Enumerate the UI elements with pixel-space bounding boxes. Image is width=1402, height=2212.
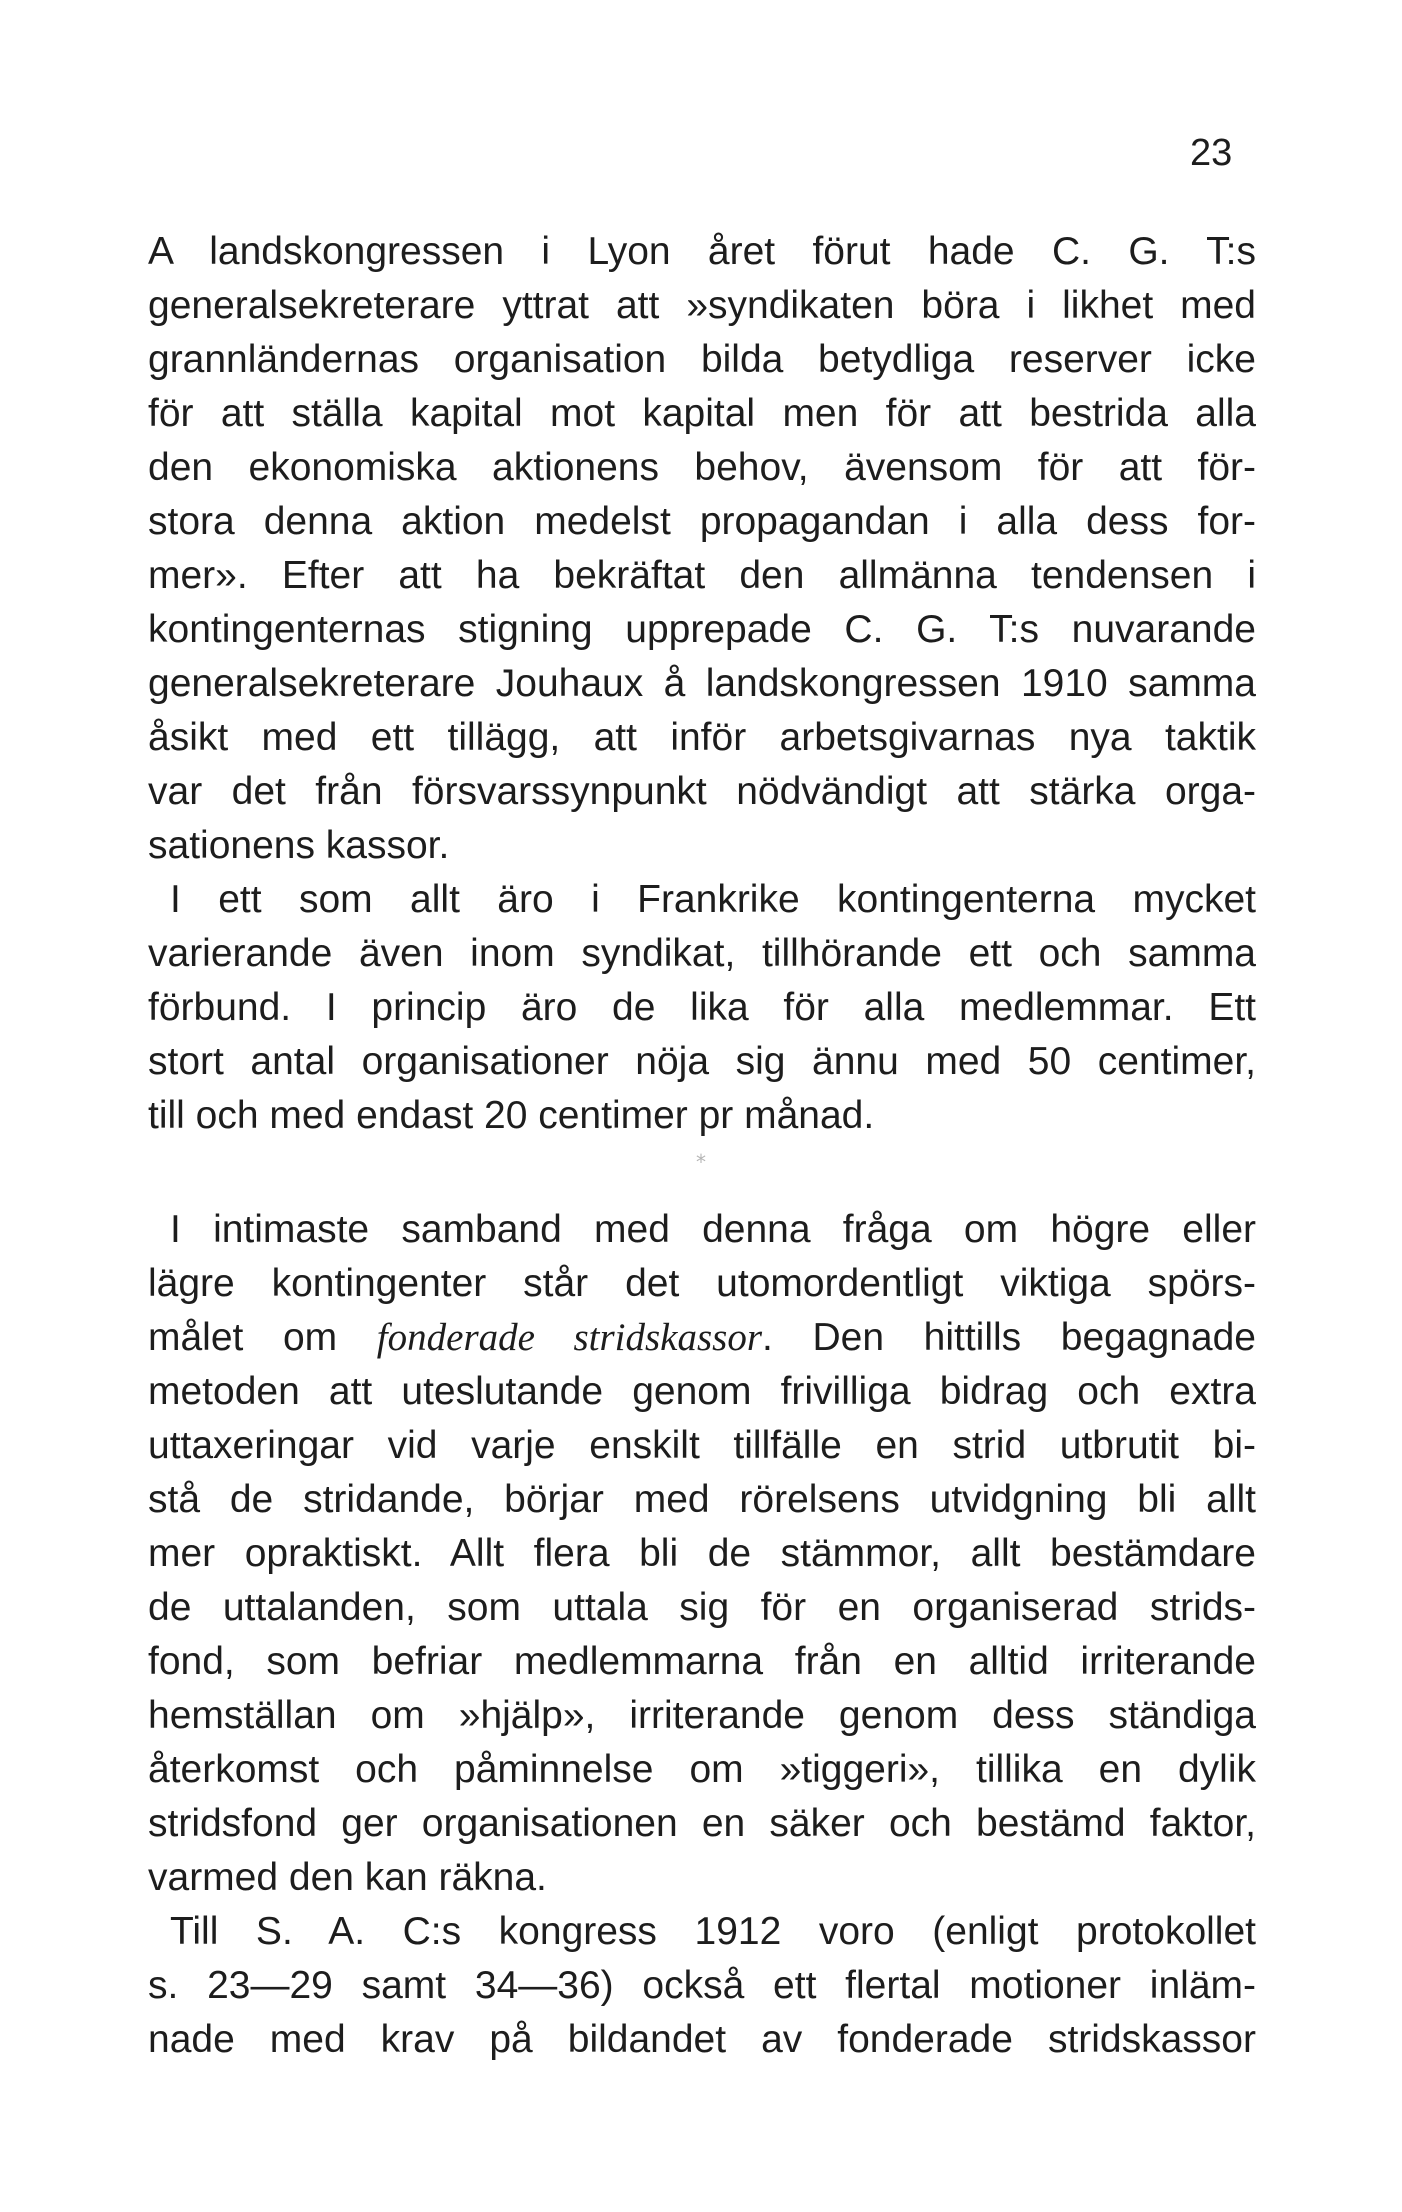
text-line: s. 23—29 samt 34—36) också ett flertal motioner inläm- [148,1964,1256,2007]
text-line: förbund. I princip äro de lika för alla medlemmar. Ett [148,986,1256,1029]
text-line: återkomst och påminnelse om »tiggeri», tillika en dylik [148,1748,1256,1791]
text-line: stridsfond ger organisationen en säker och bestämd faktor, [148,1802,1256,1845]
section-separator: * [696,1150,706,1174]
text-line: sationens kassor. [148,824,450,867]
text-line: var det från försvarssynpunkt nödvändigt att stärka orga- [148,770,1256,813]
text-line: metoden att uteslutande genom frivilliga bidrag och extra [148,1370,1256,1413]
text-line: grannländernas organisation bilda betydliga reserver icke [148,338,1256,381]
text-line: stora denna aktion medelst propagandan i alla dess for- [148,500,1256,543]
body-text-section-1 [148,225,1256,1143]
text-line: lägre kontingenter står det utomordentligt viktiga spörs- [148,1262,1256,1305]
text-line: den ekonomiska aktionens behov, ävensom för att för- [148,446,1256,489]
text-segment: . Den hittills begagnade [762,1316,1256,1359]
text-line: uttaxeringar vid varje enskilt tillfälle en strid utbrutit bi- [148,1424,1256,1467]
text-line-with-italic [148,1311,1256,1365]
text-line: varmed den kan räkna. [148,1856,547,1899]
text-line: Till S. A. C:s kongress 1912 voro (enligt protokollet [170,1910,1256,1953]
body-text-section-2 [148,1203,1256,2067]
text-line: generalsekreterare yttrat att »syndikaten böra i likhet med [148,284,1256,327]
text-segment: målet om [148,1316,377,1359]
page-number: 23 [1190,132,1233,174]
text-line: fond, som befriar medlemmarna från en alltid irriterande [148,1640,1256,1683]
text-line: hemställan om »hjälp», irriterande genom dess ständiga [148,1694,1256,1737]
text-line: I ett som allt äro i Frankrike kontingenterna mycket [170,878,1256,921]
text-line: för att ställa kapital mot kapital men för att bestrida alla [148,392,1256,435]
text-line: varierande även inom syndikat, tillhörande ett och samma [148,932,1256,975]
text-line: generalsekreterare Jouhaux å landskongressen 1910 samma [148,662,1256,705]
text-line: kontingenternas stigning upprepade C. G. T:s nuvarande [148,608,1256,651]
text-line: stå de stridande, börjar med rörelsens utvidgning bli allt [148,1478,1256,1521]
text-line: I intimaste samband med denna fråga om högre eller [170,1208,1256,1251]
text-line: nade med krav på bildandet av fonderade stridskassor [148,2018,1256,2061]
text-line: mer». Efter att ha bekräftat den allmänna tendensen i [148,554,1256,597]
text-line: de uttalanden, som uttala sig för en organiserad strids- [148,1586,1256,1629]
text-line: A landskongressen i Lyon året förut hade C. G. T:s [148,230,1256,273]
text-line: stort antal organisationer nöja sig ännu med 50 centimer, [148,1040,1256,1083]
italic-term: fonderade stridskassor [376,1316,763,1359]
text-line: åsikt med ett tillägg, att inför arbetsgivarnas nya taktik [148,716,1256,759]
text-line: mer opraktiskt. Allt flera bli de stämmor, allt bestämdare [148,1532,1256,1575]
text-line: till och med endast 20 centimer pr månad. [148,1094,875,1137]
